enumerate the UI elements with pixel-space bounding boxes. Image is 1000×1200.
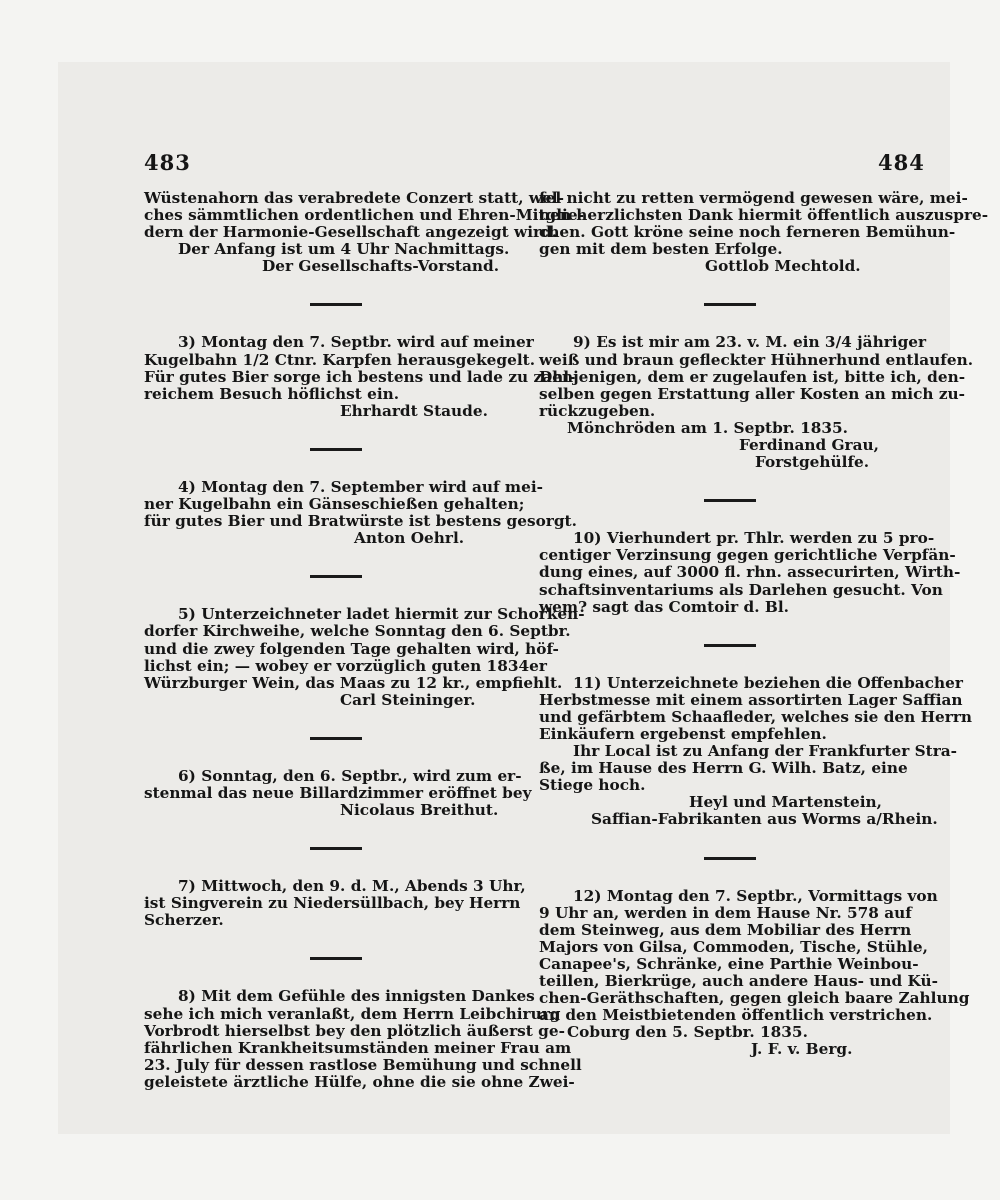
signature: Ehrhardt Staude. [340,401,488,420]
signature: Nicolaus Breithut. [340,801,499,820]
text-line: für gutes Bier und Bratwürste ist bestens gesorgt. [144,512,577,531]
text-line: lichst ein; — wobey er vorzüglich guten 1834er [144,656,547,675]
notice-12-versteigerung [539,886,970,1059]
place-date: Coburg den 5. Septbr. 1835. [567,1023,808,1042]
text-line: und die zwey folgenden Tage gehalten wird, höf- [144,639,559,658]
text-line: 9 Uhr an, werden in dem Hause Nr. 578 auf [539,903,912,922]
text-line: nen herzlichsten Dank hiermit öffentlich auszuspre- [539,206,989,225]
signature: J. F. v. Berg. [751,1040,853,1059]
text-line: ner Kugelbahn ein Gänseschießen gehalten; [144,495,525,514]
text-line: geleistete ärztliche Hülfe, ohne die sie ohne Zwei- [144,1072,575,1091]
signature: Der Gesellschafts-Vorstand. [262,257,500,276]
text-line: ches sämmtlichen ordentlichen und Ehren-Mitglie- [144,206,584,225]
text-line: 23. July für dessen rastlose Bemühung und schnell [144,1055,582,1074]
notice-8-danksagung [144,987,582,1091]
text-line: Einkäufern ergebenst empfehlen. [539,724,827,743]
text-line: dorfer Kirchweihe, welche Sonntag den 6. Septbr. [144,622,571,641]
signature: Heyl und Martenstein, [689,793,882,812]
page-number-left: 483 [144,150,191,175]
text-line: 10) Vierhundert pr. Thlr. werden zu 5 pro- [573,529,935,548]
text-line: reichem Besuch höflichst ein. [144,384,400,403]
text-line: rückzugeben. [539,401,656,420]
text-line: 9) Es ist mir am 23. v. M. ein 3/4 jähriger [573,333,927,352]
text-line: weiß und braun gefleckter Hühnerhund entlaufen. [539,350,974,369]
text-line: dem Steinweg, aus dem Mobiliar des Herrn [539,920,912,939]
text-line: Würzburger Wein, das Maas zu 12 kr., empfiehlt. [144,673,563,692]
text-line: 5) Unterzeichneter ladet hiermit zur Schorken- [178,605,585,624]
notice-6-billardzimmer [144,766,532,820]
signature: Ferdinand Grau, [739,436,879,455]
signature-title: Forstgehülfe. [755,453,870,472]
place-date: Mönchröden am 1. Septbr. 1835. [567,418,848,437]
text-line: 4) Montag den 7. September wird auf mei- [178,477,543,496]
text-line: Der Anfang ist um 4 Uhr Nachmittags. [178,240,510,259]
text-line: schaftsinventariums als Darlehen gesucht. Von [539,580,943,599]
text-line: 3) Montag den 7. Septbr. wird auf meiner [178,333,534,352]
notice-9-huehnerhund [539,333,974,472]
notice-11-saffian [539,673,973,829]
text-line: ße, im Hause des Herrn G. Wilh. Batz, eine [539,759,908,778]
text-line: wem? sagt das Comtoir d. Bl. [539,597,789,616]
text-line: selben gegen Erstattung aller Kosten an mich zu- [539,384,965,403]
text-line: stenmal das neue Billardzimmer eröffnet bey [144,783,532,802]
text-line: 12) Montag den 7. Septbr., Vormittags von [573,886,938,905]
text-line: an den Meistbietenden öffentlich verstrichen. [539,1006,933,1025]
text-line: Scherzer. [144,911,224,930]
text-line: Wüstenahorn das verabredete Conzert statt, wel- [144,189,564,207]
signature: Gottlob Mechtold. [705,257,861,276]
text-line: 7) Mittwoch, den 9. d. M., Abends 3 Uhr, [178,877,526,896]
text-line: Majors von Gilsa, Commoden, Tische, Stühle, [539,937,928,956]
text-line: Herbstmesse mit einem assortirten Lager Saffian [539,690,963,709]
signature: Anton Oehrl. [354,529,465,548]
text-line: Canapee's, Schränke, eine Parthie Weinbou- [539,954,919,973]
text-line: 11) Unterzeichnete beziehen die Offenbacher [573,673,963,692]
notice-harmonie-concert [144,189,584,276]
text-line: Vorbrodt hierselbst bey den plötzlich äußerst ge- [144,1021,565,1040]
text-line: dern der Harmonie-Gesellschaft angezeigt wird. [144,223,558,242]
text-line: fährlichen Krankheitsumständen meiner Frau am [144,1038,572,1057]
text-line: 6) Sonntag, den 6. Septbr., wird zum er- [178,766,522,785]
text-line: 8) Mit dem Gefühle des innigsten Dankes [178,987,535,1006]
notice-3-kugelbahn-karpfen [144,333,576,420]
text-line: und gefärbtem Schaafleder, welches sie den Herrn [539,707,973,726]
text-line: Denjenigen, dem er zugelaufen ist, bitte ich, den- [539,367,966,386]
signature: Carl Steininger. [340,690,476,709]
text-line: dung eines, auf 3000 fl. rhn. assecurirten, Wirth- [539,563,961,582]
notice-5-kirchweihe [144,605,585,709]
text-line: teillen, Bierkrüge, auch andere Haus- und Kü- [539,972,938,990]
text-line: Für gutes Bier sorge ich bestens und lade zu zahl- [144,367,576,386]
text-line: sehe ich mich veranlaßt, dem Herrn Leibchirurg [144,1004,561,1023]
text-line: centiger Verzinsung gegen gerichtliche Verpfän- [539,546,956,565]
text-line: chen-Geräthschaften, gegen gleich baare Zahlung [539,989,970,1008]
notice-10-darlehen [539,529,961,616]
text-line: chen. Gott kröne seine noch ferneren Bemühun- [539,223,956,242]
page-number-right: 484 [878,150,925,175]
notice-7-singverein [144,878,528,929]
text-line: Kugelbahn 1/2 Ctnr. Karpfen herausgekegelt. [144,350,536,369]
text-line: fel nicht zu retten vermögend gewesen wäre, mei- [539,189,968,207]
right-column [539,189,989,1059]
notice-8-continuation [539,189,989,276]
signature-title: Saffian-Fabrikanten aus Worms a/Rhein. [591,810,938,829]
text-line: gen mit dem besten Erfolge. [539,240,783,259]
notice-4-gaenseschiessen [144,477,577,548]
left-column [144,189,585,1091]
text-line: Stiege hoch. [539,776,646,795]
text-line: ist Singverein zu Niedersüllbach, bey Herrn [144,894,521,913]
text-line: Ihr Local ist zu Anfang der Frankfurter Stra- [573,742,958,761]
